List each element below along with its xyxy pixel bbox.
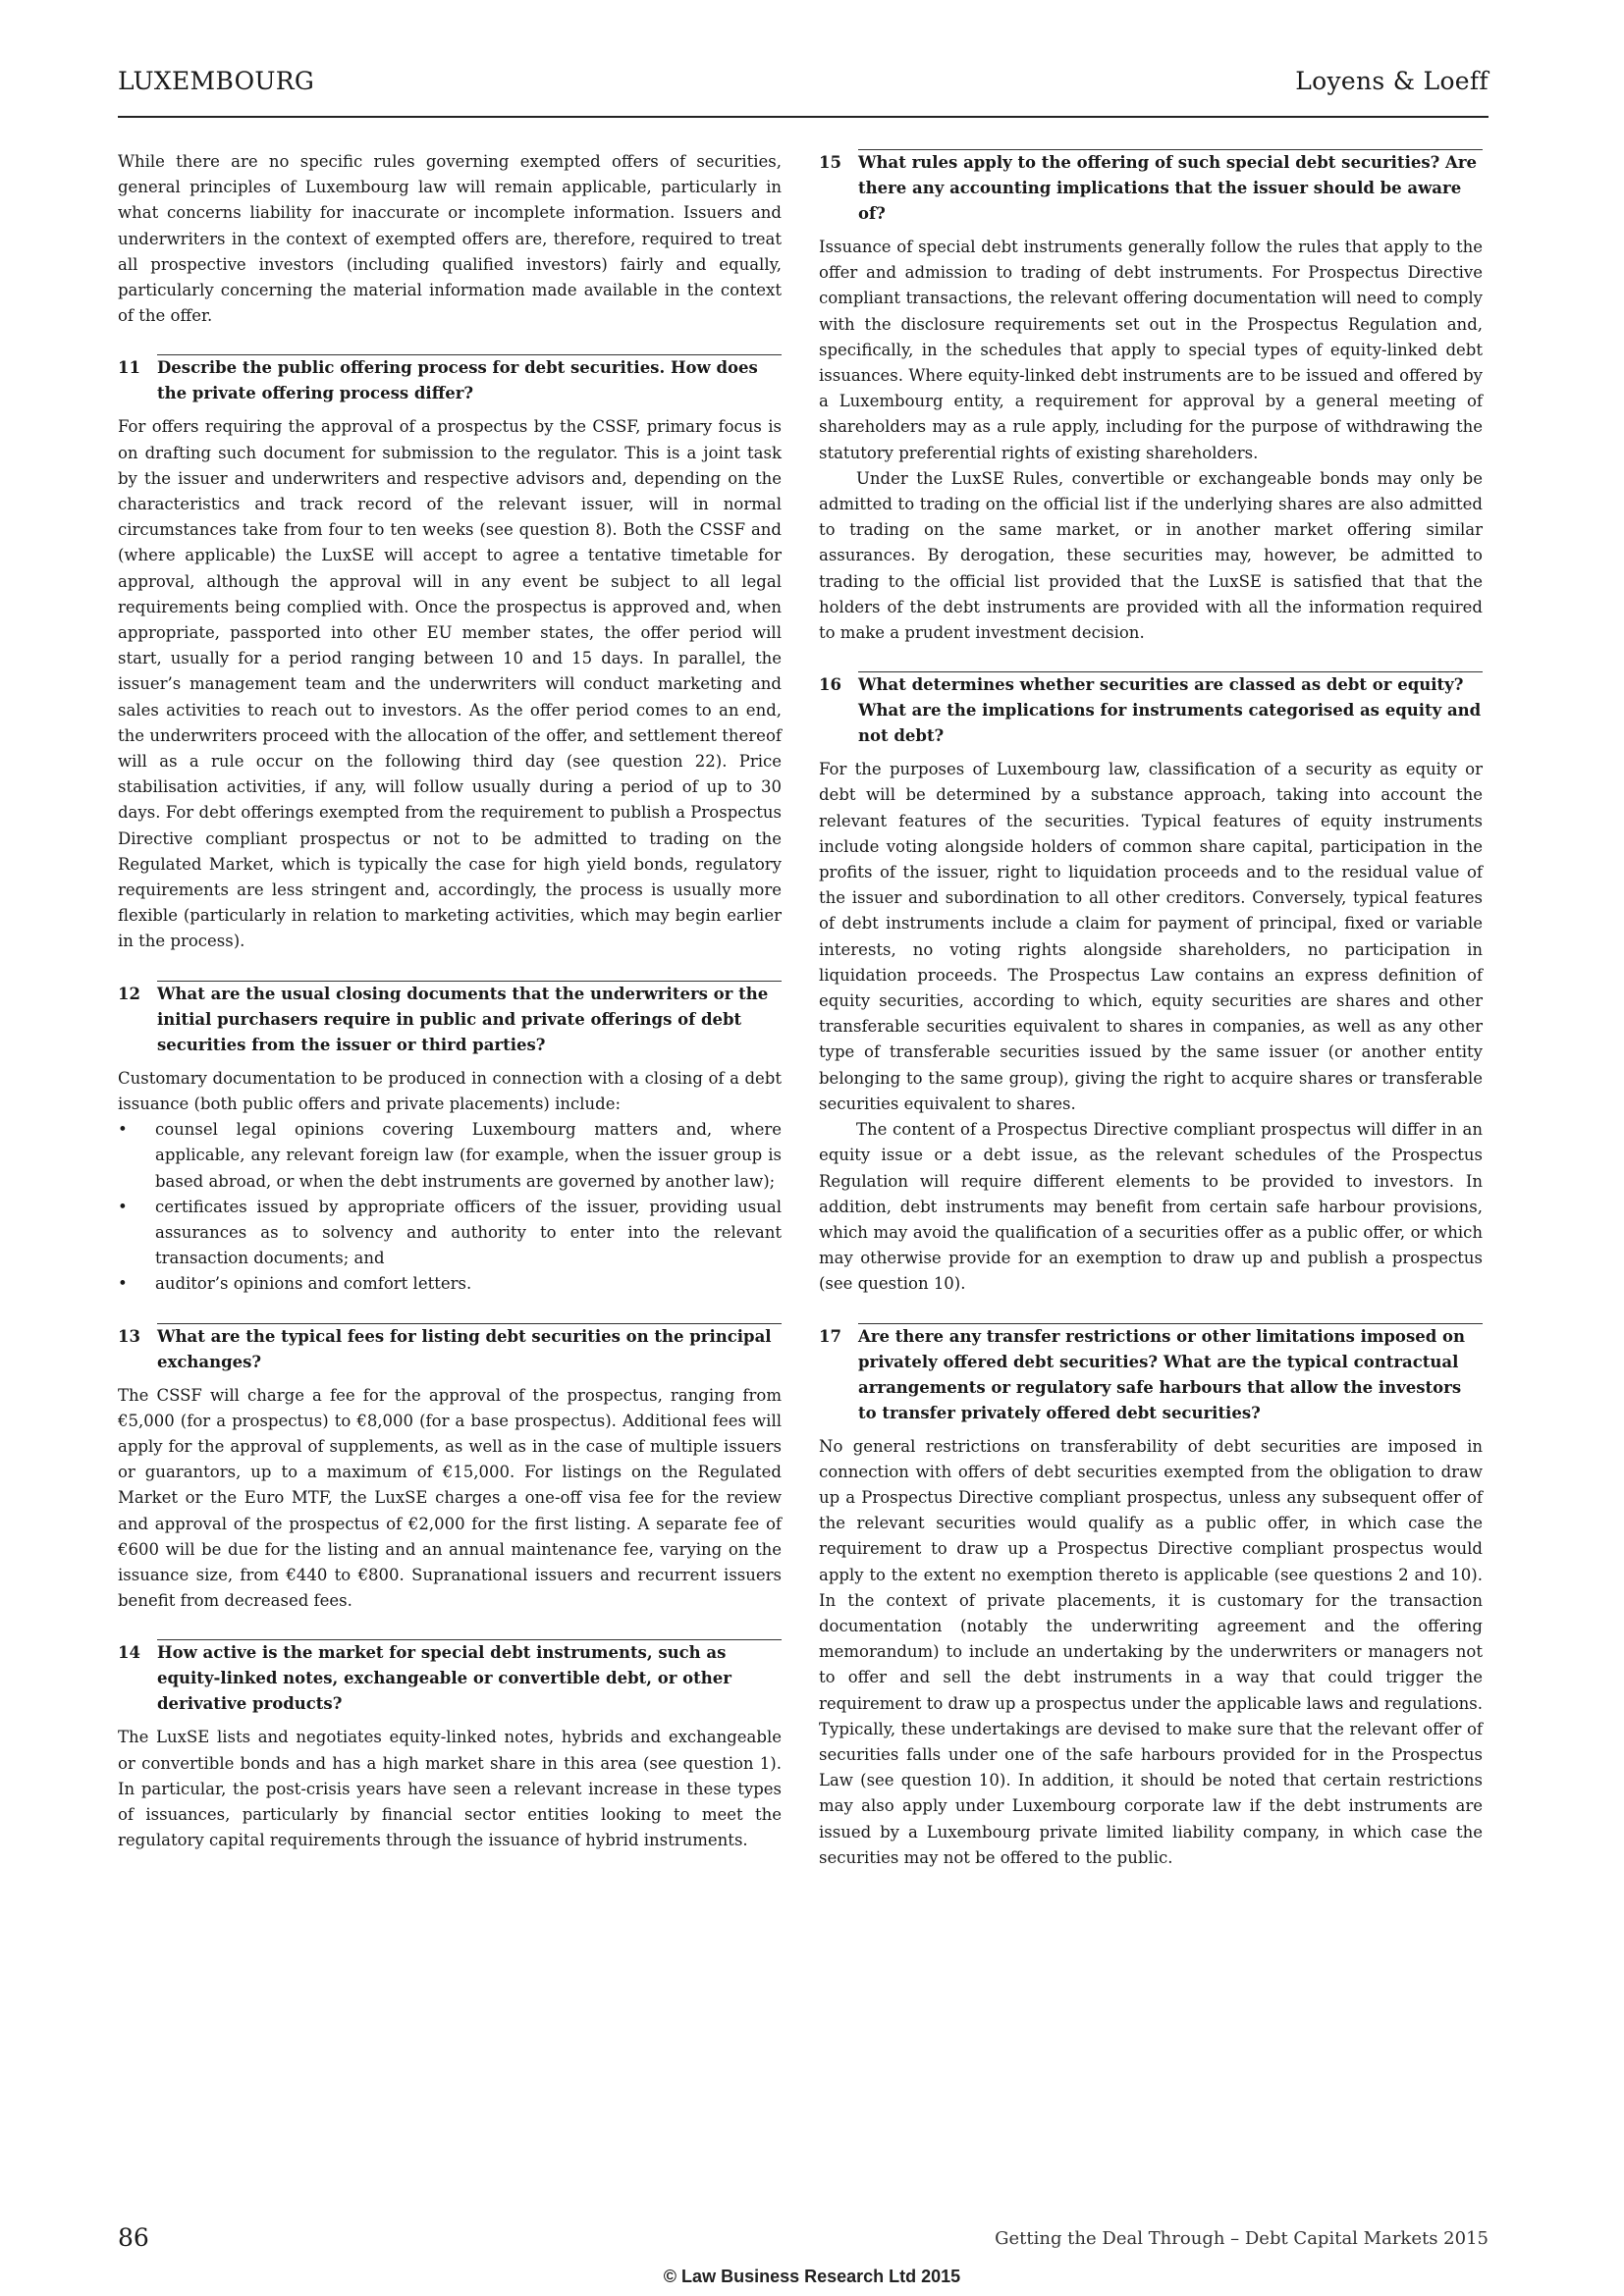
question-15 <box>819 149 1483 227</box>
publication-title: Getting the Deal Through – Debt Capital Markets 2015 <box>995 2228 1489 2249</box>
question-number: 17 <box>819 1326 841 1346</box>
question-14 <box>118 1639 782 1717</box>
list-item: • counsel legal opinions covering Luxembourg matters and, where applicable, any relevant foreign law (for example, when the issuer group is based abroad, or when the debt instruments are governed by another law); <box>118 1117 782 1195</box>
answer-paragraph: Customary documentation to be produced in connection with a closing of a debt issuance (both public offers and private placements) include: <box>118 1068 782 1113</box>
bullet-list <box>118 1117 782 1297</box>
question-13 <box>118 1323 782 1375</box>
question-17 <box>819 1323 1483 1426</box>
question-12 <box>118 981 782 1058</box>
question-title: What are the usual closing documents that the underwriters or the initial purchasers require in public and private offerings of debt securities from the issuer or third parties? <box>157 984 769 1054</box>
question-number: 14 <box>118 1643 140 1663</box>
question-title: Are there any transfer restrictions or other limitations imposed on privately offered debt securities? What are the typical contractual arrangements or regulatory safe harbours that allow the investors to transfer privately offered debt securities? <box>858 1326 1466 1422</box>
question-number: 11 <box>118 358 140 378</box>
answer-paragraph: Issuance of special debt instruments generally follow the rules that apply to the offer and admission to trading of debt instruments. For Prospectus Directive compliant transactions, the relevant offering documentation will need to comply with the disclosure requirements set out in the Prospectus Regulation and, specifically, in the schedules that apply to special types of equity-linked debt issuances. Where equity-linked debt instruments are to be issued and offered by a Luxembourg entity, a requirement for approval by a general meeting of shareholders may as a rule apply, including for the purpose of withdrawing the statutory preferential rights of existing shareholders. <box>819 238 1483 462</box>
answer-paragraph: The content of a Prospectus Directive compliant prospectus will differ in an equity issue or a debt issue, as the relevant schedules of the Prospectus Regulation will require different elements to be provided to investors. In addition, debt instruments may benefit from certain safe harbour provisions, which may avoid the qualification of a securities offer as a public offer, or which may otherwise provide for an exemption to draw up and publish a prospectus (see question 10). <box>819 1120 1483 1294</box>
header-country: LUXEMBOURG <box>118 67 315 95</box>
question-16 <box>819 671 1483 749</box>
question-title: What determines whether securities are classed as debt or equity? What are the implications for instruments categorised as equity and not debt? <box>858 675 1482 746</box>
right-column <box>819 149 1483 1871</box>
list-item: • certificates issued by appropriate officers of the issuer, providing usual assurances as to solvency and authority to enter into the relevant transaction documents; and <box>118 1195 782 1272</box>
question-title: What rules apply to the offering of such special debt securities? Are there any accounting implications that the issuer should be aware of? <box>858 153 1478 223</box>
question-title: Describe the public offering process for debt securities. How does the private offering process differ? <box>157 358 758 403</box>
copyright-notice: © Law Business Research Ltd 2015 <box>663 2267 961 2286</box>
header-rule <box>118 116 1489 118</box>
question-number: 12 <box>118 984 140 1003</box>
answer-paragraph: The LuxSE lists and negotiates equity-linked notes, hybrids and exchangeable or convertible bonds and has a high market share in this area (see question 1). In particular, the post-crisis years have seen a relevant increase in these types of issuances, particularly by financial sector entities looking to meet the regulatory capital requirements through the issuance of hybrid instruments. <box>118 1728 782 1850</box>
list-item: • auditor’s opinions and comfort letters. <box>118 1271 782 1297</box>
answer-paragraph: Under the LuxSE Rules, convertible or exchangeable bonds may only be admitted to trading on the official list if the underlying shares are also admitted to trading on the same market, or in another market offering similar assurances. By derogation, these securities may, however, be admitted to trading to the official list provided that the LuxSE is satisfied that that the holders of the debt instruments are provided with all the information required to make a prudent investment decision. <box>819 468 1483 643</box>
intro-paragraph: While there are no specific rules governing exempted offers of securities, general principles of Luxembourg law will remain applicable, particularly in what concerns liability for inaccurate or incomplete information. Issuers and underwriters in the context of exempted offers are, therefore, required to treat all prospective investors (including qualified investors) fairly and equally, particularly concerning the material information made available in the context of the offer. <box>118 152 782 326</box>
answer-paragraph: No general restrictions on transferability of debt securities are imposed in connection with offers of debt securities exempted from the obligation to draw up a Prospectus Directive compliant prospectus, unless any subsequent offer of the relevant securities would qualify as a public offer, in which case the requirement to draw up a Prospectus Directive compliant prospectus would apply to the extent no exemption thereto is applicable (see questions 2 and 10). In the context of private placements, it is customary for the transaction documentation (notably the underwriting agreement and the offering memorandum) to include an undertaking by the underwriters or managers not to offer and sell the debt instruments in a way that could trigger the requirement to draw up a prospectus under the applicable laws and regulations. Typically, these undertakings are devised to make sure that the relevant offer of securities falls under one of the safe harbours provided for in the Prospectus Law (see question 10). In addition, it should be noted that certain restrictions may also apply under Luxembourg corporate law if the debt instruments are issued by a Luxembourg private limited liability company, in which case the securities may not be offered to the public. <box>819 1436 1483 1867</box>
answer-paragraph: For offers requiring the approval of a prospectus by the CSSF, primary focus is on drafting such document for submission to the regulator. This is a joint task by the issuer and underwriters and respective advisors and, depending on the characteristics and track record of the relevant issuer, will in normal circumstances take from four to ten weeks (see question 8). Both the CSSF and (where applicable) the LuxSE will accept to agree a tentative timetable for approval, although the approval will in any event be subject to all legal requirements being complied with. Once the prospectus is approved and, when appropriate, passported into other EU member states, the offer period will start, usually for a period ranging between 10 and 15 days. In parallel, the issuer’s management team and the underwriters will conduct marketing and sales activities to reach out to investors. As the offer period comes to an end, the underwriters proceed with the allocation of the offer, and settlement thereof will as a rule occur on the following third day (see question 22). Price stabilisation activities, if any, will follow usually during a period of up to 30 days. For debt offerings exempted from the requirement to publish a Prospectus Directive compliant prospectus or not to be admitted to trading on the Regulated Market, which is typically the case for high yield bonds, regulatory requirements are less stringent and, accordingly, the process is usually more flexible (particularly in relation to marketing activities, which may begin earlier in the process). <box>118 417 782 951</box>
question-title: What are the typical fees for listing debt securities on the principal exchanges? <box>157 1326 772 1371</box>
question-number: 15 <box>819 153 841 172</box>
question-number: 13 <box>118 1326 140 1346</box>
answer-paragraph: For the purposes of Luxembourg law, classification of a security as equity or debt will be determined by a substance approach, taking into account the relevant features of the securities. Typical features of equity instruments include voting alongside holders of common share capital, participation in the profits of the issuer, right to liquidation proceeds and to the residual value of the issuer and subordination to all other creditors. Conversely, typical features of debt instruments include a claim for payment of principal, fixed or variable interests, no voting rights alongside shareholders, no participation in liquidation proceeds. The Prospectus Law contains an express definition of equity securities, according to which, equity securities are shares and other transferable securities equivalent to shares in companies, as well as any other type of transferable securities issued by the same issuer (or another entity belonging to the same group), giving the right to acquire shares or transferable securities equivalent to shares. <box>819 760 1483 1113</box>
header-firm: Loyens & Loeff <box>1295 67 1489 95</box>
answer-paragraph: The CSSF will charge a fee for the approval of the prospectus, ranging from €5,000 (for a prospectus) to €8,000 (for a base prospectus). Additional fees will apply for the approval of supplements, as well as in the case of multiple issuers or guarantors, up to a maximum of €15,000. For listings on the Regulated Market or the Euro MTF, the LuxSE charges a one-off visa fee for the review and approval of the prospectus of €2,000 for the first listing. A separate fee of €600 will be due for the listing and an annual maintenance fee, varying on the issuance size, from €440 to €800. Supranational issuers and recurrent issuers benefit from decreased fees. <box>118 1385 782 1611</box>
question-number: 16 <box>819 675 841 695</box>
left-column <box>118 149 782 1853</box>
question-title: How active is the market for special debt instruments, such as equity-linked notes, exchangeable or convertible debt, or other derivative products? <box>157 1643 731 1714</box>
page-number: 86 <box>118 2223 149 2252</box>
question-11 <box>118 354 782 406</box>
